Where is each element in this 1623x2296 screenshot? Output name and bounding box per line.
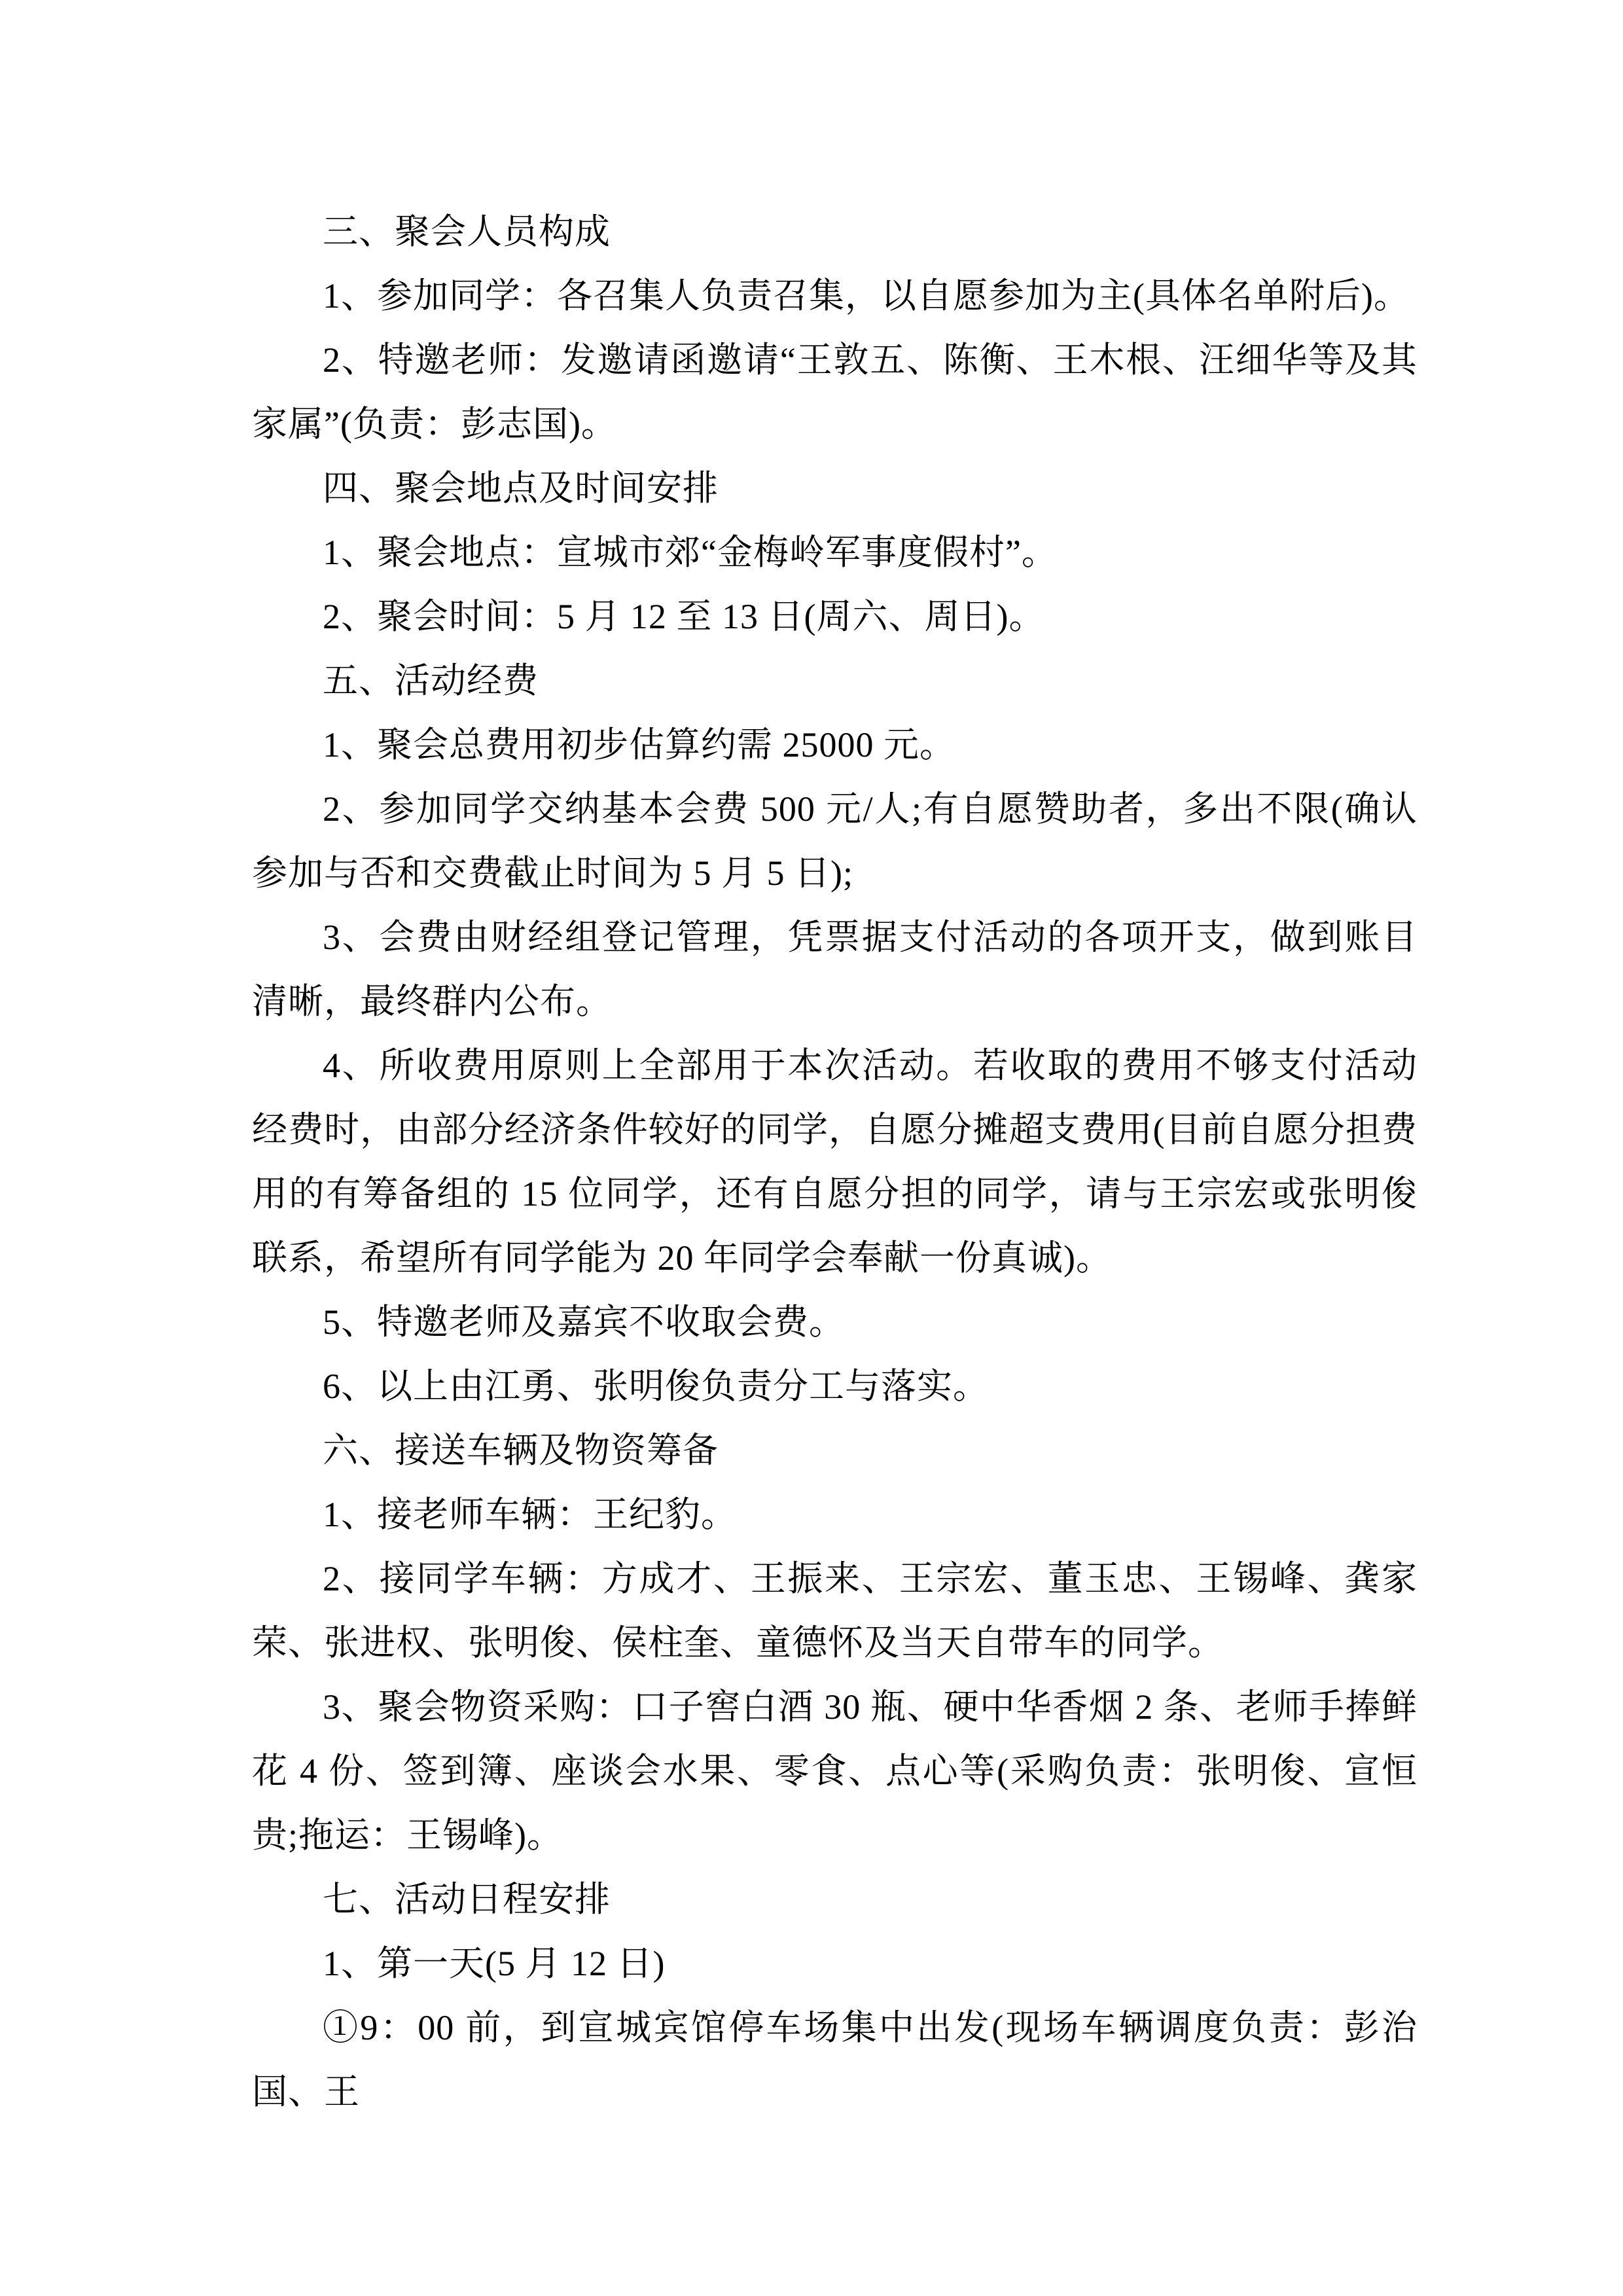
paragraph: 1、接老师车辆：王纪豹。 xyxy=(323,1495,737,1534)
paragraph: 1、参加同学：各召集人负责召集，以自愿参加为主(具体名单附后)。 xyxy=(323,276,1410,315)
paragraph: 2、聚会时间：5 月 12 至 13 日(周六、周日)。 xyxy=(323,597,1045,636)
paragraph: ①9：00 前，到宣城宾馆停车场集中出发(现场车辆调度负责：彭治国、王 xyxy=(252,2008,1418,2111)
section-heading-budget: 五、活动经费 xyxy=(323,661,539,700)
paragraph: 1、聚会总费用初步估算约需 25000 元。 xyxy=(323,725,955,764)
paragraph: 4、所收费用原则上全部用于本次活动。若收取的费用不够支付活动经费时，由部分经济条件较好的同学，自愿分摊超支费用(目前自愿分担费用的有筹备组的 15 位同学，还有自愿分担的同学，请与王宗宏或张明俊联系，希望所有同学能为 20 年同学会奉献一份真诚)。 xyxy=(252,1046,1418,1278)
paragraph: 5、特邀老师及嘉宾不收取会费。 xyxy=(323,1302,845,1342)
section-heading-vehicles-supplies: 六、接送车辆及物资筹备 xyxy=(323,1431,719,1470)
paragraph: 1、第一天(5 月 12 日) xyxy=(323,1944,666,1983)
section-heading-schedule: 七、活动日程安排 xyxy=(323,1880,611,1919)
paragraph: 2、特邀老师：发邀请函邀请“王敦五、陈衡、王木根、汪细华等及其家属”(负责：彭志国)。 xyxy=(252,340,1418,444)
paragraph: 2、接同学车辆：方成才、王振来、王宗宏、董玉忠、王锡峰、龚家荣、张进权、张明俊、侯柱奎、童德怀及当天自带车的同学。 xyxy=(252,1559,1418,1662)
paragraph: 6、以上由江勇、张明俊负责分工与落实。 xyxy=(323,1367,989,1406)
paragraph: 3、会费由财经组登记管理，凭票据支付活动的各项开支，做到账目清晰，最终群内公布。 xyxy=(252,918,1418,1021)
document-content xyxy=(252,200,1418,2124)
paragraph: 1、聚会地点：宣城市郊“金梅岭军事度假村”。 xyxy=(323,533,1058,572)
section-heading-people: 三、聚会人员构成 xyxy=(323,212,611,251)
paragraph: 3、聚会物资采购：口子窖白酒 30 瓶、硬中华香烟 2 条、老师手捧鲜花 4 份、签到簿、座谈会水果、零食、点心等(采购负责：张明俊、宣恒贵;拖运：王锡峰)。 xyxy=(252,1687,1418,1855)
section-heading-location-time: 四、聚会地点及时间安排 xyxy=(323,469,719,508)
paragraph: 2、参加同学交纳基本会费 500 元/人;有自愿赞助者，多出不限(确认参加与否和交费截止时间为 5 月 5 日); xyxy=(252,789,1418,893)
